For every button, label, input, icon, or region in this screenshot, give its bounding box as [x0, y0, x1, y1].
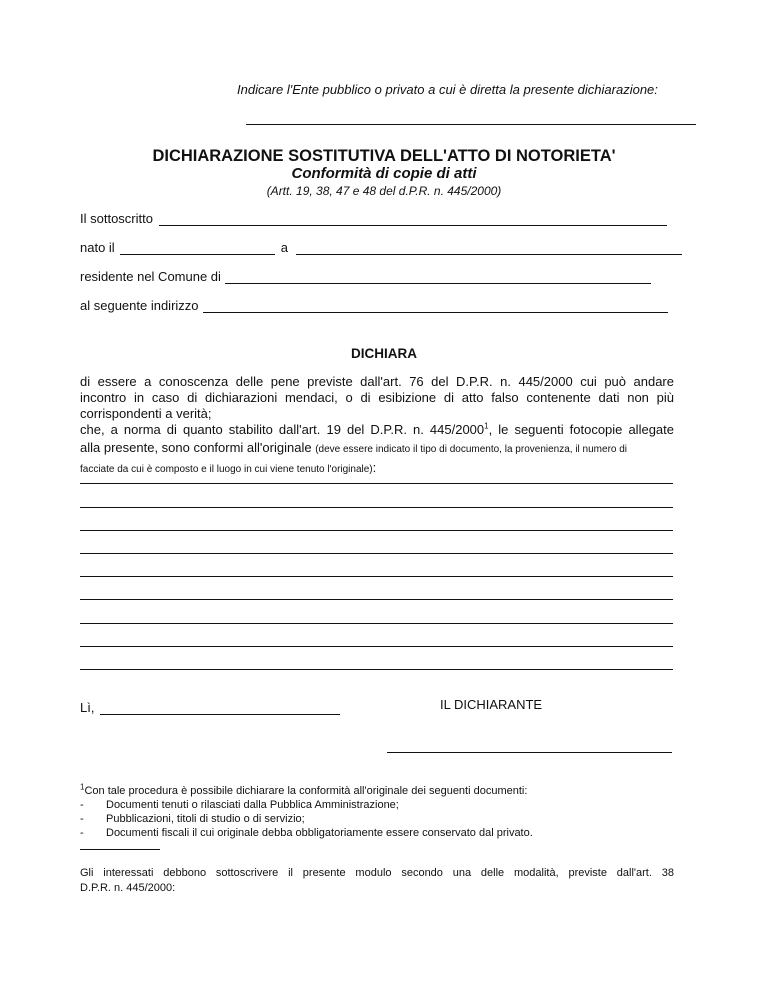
declaration-line-5-text: alla presente, sono conformi all'originale	[80, 440, 312, 455]
declaration-line-4-tail: , le seguenti fotocopie allegate	[488, 422, 674, 437]
footnote-item	[80, 798, 680, 812]
field-sottoscritto	[80, 211, 667, 226]
place-date-label: Lì,	[80, 700, 95, 715]
field-line-luogo[interactable]	[296, 242, 682, 255]
field-label-indirizzo: al seguente indirizzo	[80, 298, 199, 313]
legal-reference: (Artt. 19, 38, 47 e 48 del d.P.R. n. 445/2000)	[266, 184, 502, 198]
field-line-residente[interactable]	[225, 271, 651, 284]
copy-list-line[interactable]	[80, 553, 673, 554]
footnote-item-text: Documenti tenuti o rilasciati dalla Pubblica Amministrazione;	[106, 799, 399, 811]
footnote-reference: 1	[484, 421, 489, 431]
footnote-intro-text: Con tale procedura è possibile dichiarare la conformità all'originale dei seguenti documenti:	[84, 785, 528, 797]
declaration-line-6-colon: :	[372, 460, 377, 475]
declaration-line-2: incontro in caso di dichiarazioni mendaci, o di esibizione di atto falso contenente dati non più	[80, 390, 674, 405]
field-line-indirizzo[interactable]	[203, 300, 668, 313]
document-subtitle: Conformità di copie di atti	[291, 165, 477, 182]
declaration-line-5-note: (deve essere indicato il tipo di documento, la provenienza, il numero di	[315, 444, 628, 455]
footnote	[80, 784, 680, 840]
field-line-nato[interactable]	[120, 242, 275, 255]
footnote-item	[80, 826, 680, 840]
copy-list-line[interactable]	[80, 669, 673, 670]
copy-list-line[interactable]	[80, 507, 673, 508]
closing-line-2: D.P.R. n. 445/2000:	[80, 882, 176, 894]
declaration-line-6-note: facciate da cui è composto e il luogo in cui viene tenuto l'originale)	[80, 464, 373, 475]
declaration-line-5	[80, 440, 674, 458]
copy-list-line[interactable]	[80, 576, 673, 577]
footnote-item-text: Documenti fiscali il cui originale debba obbligatoriamente essere conservato dal privato.	[106, 827, 533, 839]
footnote-item-dash: -	[80, 827, 84, 839]
declaration-line-4-text: che, a norma di quanto stabilito dall'art. 19 del D.P.R. n. 445/2000	[80, 422, 485, 437]
field-nato	[80, 240, 682, 255]
field-label-residente: residente nel Comune di	[80, 269, 221, 284]
copy-list-line[interactable]	[80, 599, 673, 600]
declarant-label: IL DICHIARANTE	[440, 697, 543, 712]
footnote-item	[80, 812, 680, 826]
recipient-field-line[interactable]	[246, 124, 696, 125]
field-indirizzo	[80, 298, 668, 313]
document-title: DICHIARAZIONE SOSTITUTIVA DELL'ATTO DI NOTORIETA'	[152, 147, 616, 165]
copy-list-line[interactable]	[80, 483, 673, 484]
place-date-field	[80, 700, 340, 715]
copy-list-line[interactable]	[80, 623, 673, 624]
place-date-line[interactable]	[100, 702, 340, 715]
declaration-heading: DICHIARA	[351, 346, 417, 361]
declaration-text	[80, 374, 674, 478]
declaration-line-1: di essere a conoscenza delle pene previste dall'art. 76 del D.P.R. n. 445/2000 cui può andare	[80, 374, 674, 389]
recipient-instruction: Indicare l'Ente pubblico o privato a cui è diretta la presente dichiarazione:	[237, 82, 658, 97]
copy-list-line[interactable]	[80, 646, 673, 647]
field-label-nato: nato il	[80, 240, 115, 255]
footnote-marker: 1	[80, 782, 85, 792]
closing-note	[80, 866, 674, 896]
footnote-item-dash: -	[80, 799, 84, 811]
closing-line-1: Gli interessati debbono sottoscrivere il presente modulo secondo una delle modalità, previste dall'art. 38	[80, 867, 674, 879]
declaration-line-3: corrispondenti a verità;	[80, 406, 212, 421]
declaration-line-4	[80, 422, 674, 438]
field-label-a: a	[280, 240, 288, 255]
footnote-item-dash: -	[80, 813, 84, 825]
declaration-line-6	[80, 460, 674, 478]
field-residente	[80, 269, 651, 284]
field-label-sottoscritto: Il sottoscritto	[80, 211, 153, 226]
footnote-separator	[80, 849, 160, 850]
footnote-item-text: Pubblicazioni, titoli di studio o di servizio;	[106, 813, 305, 825]
footnote-intro	[80, 784, 680, 798]
field-line-sottoscritto[interactable]	[159, 213, 667, 226]
signature-line[interactable]	[387, 752, 672, 753]
copy-list-line[interactable]	[80, 530, 673, 531]
